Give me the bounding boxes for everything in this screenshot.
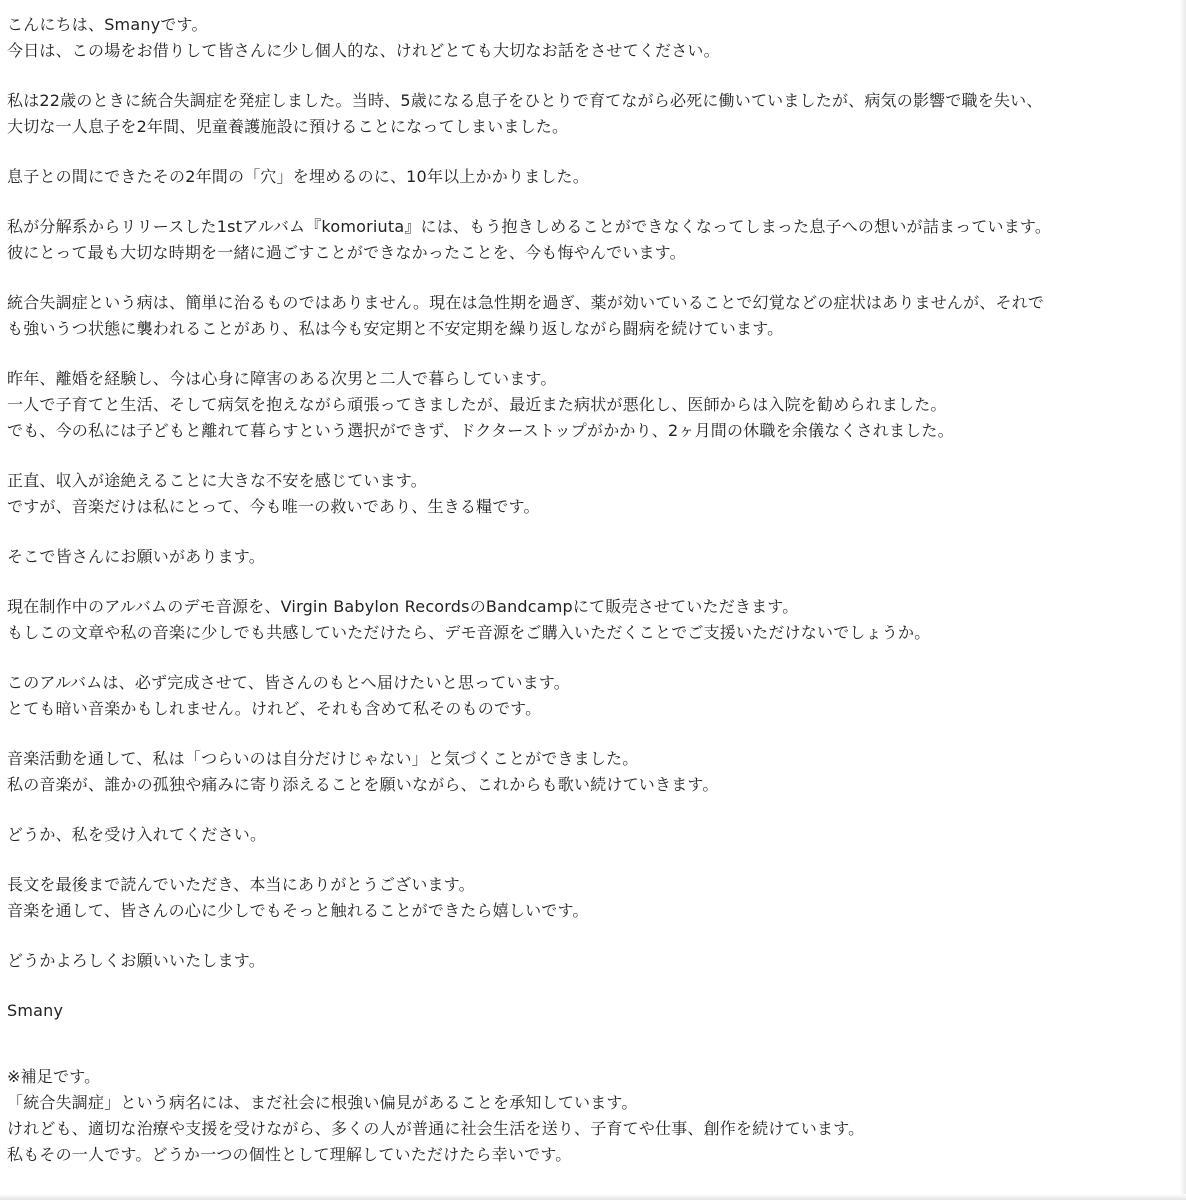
paragraph-request <box>7 544 1179 570</box>
text-line: 現在制作中のアルバムのデモ音源を、Virgin Babylon RecordsのBandcampにて販売させていただきます。 <box>7 597 799 616</box>
text-line: 音楽を通して、皆さんの心に少しでもそっと触れることができたら嬉しいです。 <box>7 901 589 920</box>
text-line: とても暗い音楽かもしれません。けれど、それも含めて私そのものです。 <box>7 699 542 718</box>
supplementary-note <box>7 1064 1179 1168</box>
paragraph-demo-sale <box>7 594 1179 646</box>
paragraph-album <box>7 214 1179 266</box>
text-line: 息子との間にできたその2年間の「穴」を埋めるのに、10年以上かかりました。 <box>7 167 589 186</box>
text-line: 今日は、この場をお借りして皆さんに少し個人的な、けれどとても大切なお話をさせてください。 <box>7 41 720 60</box>
text-line: でも、今の私には子どもと離れて暮らすという選択ができず、ドクターストップがかかり、2ヶ月間の休職を余儀なくされました。 <box>7 421 954 440</box>
paragraph-illness <box>7 290 1179 342</box>
text-line: ※補足です。 <box>7 1067 101 1086</box>
paragraph-music-activity <box>7 746 1179 798</box>
text-line: も強いうつ状態に襲われることがあり、私は今も安定期と不安定期を繰り返しながら闘病を続けています。 <box>7 319 784 338</box>
paragraph-acceptance <box>7 822 1179 848</box>
signature <box>7 998 1179 1024</box>
text-line: けれども、適切な治療や支援を受けながら、多くの人が普通に社会生活を送り、子育てや仕事、創作を続けています。 <box>7 1119 865 1138</box>
text-line: このアルバムは、必ず完成させて、皆さんのもとへ届けたいと思っています。 <box>7 673 571 692</box>
text-line: 彼にとって最も大切な時期を一緒に過ごすことができなかったことを、今も悔やんでいます。 <box>7 243 686 262</box>
text-line: 「統合失調症」という病名には、まだ社会に根強い偏見があることを承知しています。 <box>7 1093 638 1112</box>
text-line: 一人で子育てと生活、そして病気を抱えながら頑張ってきましたが、最近また病状が悪化し、医師からは入院を勧められました。 <box>7 395 947 414</box>
text-line: 昨年、離婚を経験し、今は心身に障害のある次男と二人で暮らしています。 <box>7 369 557 388</box>
text-line: 長文を最後まで読んでいただき、本当にありがとうございます。 <box>7 875 475 894</box>
text-line: どうかよろしくお願いいたします。 <box>7 951 265 970</box>
paragraph-closing <box>7 948 1179 974</box>
paragraph-gap <box>7 164 1179 190</box>
text-line: 私が分解系からリリースした1stアルバム『komoriuta』には、もう抱きしめることができなくなってしまった息子への想いが詰まっています。 <box>7 217 1052 236</box>
paragraph-current-situation <box>7 366 1179 444</box>
text-line: 音楽活動を通して、私は「つらいのは自分だけじゃない」と気づくことができました。 <box>7 749 639 768</box>
text-line: こんにちは、Smanyです。 <box>7 15 208 34</box>
paragraph-diagnosis <box>7 88 1179 140</box>
text-line: 私は22歳のときに統合失調症を発症しました。当時、5歳になる息子をひとりで育てながら必死に働いていましたが、病気の影響で職を失い、 <box>7 91 1043 110</box>
text-line: そこで皆さんにお願いがあります。 <box>7 547 265 566</box>
text-line: 私の音楽が、誰かの孤独や痛みに寄り添えることを願いながら、これからも歌い続けていきます。 <box>7 775 719 794</box>
paragraph-completion <box>7 670 1179 722</box>
text-line: 私もその一人です。どうか一つの個性として理解していただけたら幸いです。 <box>7 1145 572 1164</box>
text-line: もしこの文章や私の音楽に少しでも共感していただけたら、デモ音源をご購入いただくことでご支援いただけないでしょうか。 <box>7 623 931 642</box>
text-line: 統合失調症という病は、簡単に治るものではありません。現在は急性期を過ぎ、薬が効いていることで幻覚などの症状はありませんが、それで <box>7 293 1045 312</box>
paragraph-income <box>7 468 1179 520</box>
bottom-edge-shadow <box>0 1194 1186 1200</box>
paragraph-thanks <box>7 872 1179 924</box>
text-line: ですが、音楽だけは私にとって、今も唯一の救いであり、生きる糧です。 <box>7 497 540 516</box>
document-body <box>7 12 1179 1192</box>
text-line: 大切な一人息子を2年間、児童養護施設に預けることになってしまいました。 <box>7 117 569 136</box>
text-line: どうか、私を受け入れてください。 <box>7 825 267 844</box>
text-line: 正直、収入が途絶えることに大きな不安を感じています。 <box>7 471 427 490</box>
paragraph-greeting <box>7 12 1179 64</box>
right-edge-shadow <box>1180 0 1186 1200</box>
signature-text: Smany <box>7 1001 64 1020</box>
